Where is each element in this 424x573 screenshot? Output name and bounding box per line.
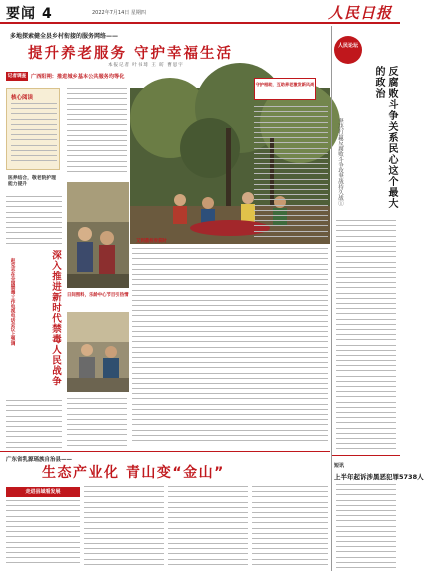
core-reading-title: 核心阅读 <box>11 95 34 101</box>
brief-headline[interactable]: 上半年起诉涉黑恶犯罪5738人 <box>334 473 424 481</box>
column-subtitle: 坚决打赢反腐败斗争攻坚战持久战① <box>337 118 343 206</box>
photo-caption-activity: 日间照料，乐龄中心节目引热情 <box>67 293 129 298</box>
lead-body-col-2 <box>67 88 127 178</box>
column-divider <box>331 26 332 571</box>
lower-kicker: 广东省乳源瑶族自治县—— <box>6 457 73 463</box>
lead-body-col-1 <box>6 196 62 250</box>
page-masthead <box>0 0 400 24</box>
section-divider-lower <box>0 451 330 452</box>
lower-section-tag: 走进县域看发展 <box>6 487 80 497</box>
lower-body-col-2 <box>84 486 164 570</box>
lead-body-col-4 <box>254 106 328 244</box>
lower-body-col-1 <box>6 500 80 570</box>
anti-drug-headline[interactable]: 深入推进新时代禁毒人民战争 <box>50 250 61 387</box>
region-subheadline: 广西阳朔：推进城乡基本公共服务均等化 <box>31 74 125 80</box>
mutual-aid-callout: 守护相助，互助养老激发新风尚 <box>254 78 316 100</box>
lower-body-col-4 <box>252 486 328 570</box>
anti-drug-body <box>6 400 62 450</box>
page-number: 4 <box>42 6 53 22</box>
column-headline[interactable]: 反腐败斗争关系民心这个最大的政治 <box>373 66 397 209</box>
lower-body-col-3 <box>168 486 248 570</box>
issue-date: 2022年7月14日 星期四 <box>92 10 146 16</box>
lead-kicker: 多地探索健全县乡村衔接的服务网络—— <box>10 33 119 40</box>
core-reading-text <box>11 103 57 167</box>
photo-elderly-activity <box>67 182 129 288</box>
photo-elderly-activity-image <box>67 182 129 288</box>
lead-body-bottom <box>132 248 328 448</box>
photo-meal-service <box>67 312 129 392</box>
column-body <box>336 220 396 456</box>
lead-byline: 本报记者 叶书琦 王 昉 曹思宇 <box>108 63 184 68</box>
region-tag: 记者调查 <box>7 74 27 79</box>
photo-meal-service-image <box>67 312 129 392</box>
lead-headline[interactable]: 提升养老服务 守护幸福生活 <box>28 46 234 62</box>
region-bar <box>6 72 126 81</box>
core-reading-box <box>6 88 60 170</box>
lead-body-col-2b <box>67 398 127 448</box>
subhead-nursing: 医养结合，敬老院护理能力提升 <box>8 176 56 187</box>
newspaper-logo: 人民日报 <box>327 4 392 22</box>
section-title <box>6 3 53 23</box>
photo-caption-lychee: 又到荔枝收获时 <box>136 239 167 244</box>
section-name: 要闻 <box>6 6 36 22</box>
people-forum-logo: 人民论坛 <box>334 36 362 64</box>
brief-section-header: 短讯 <box>334 463 345 469</box>
brief-body <box>336 484 396 570</box>
anti-drug-tag: 赵克志在全国禁毒工作电视电话会议上强调 <box>10 258 15 346</box>
lower-headline[interactable]: 生态产业化 青山变“金山” <box>42 465 225 481</box>
